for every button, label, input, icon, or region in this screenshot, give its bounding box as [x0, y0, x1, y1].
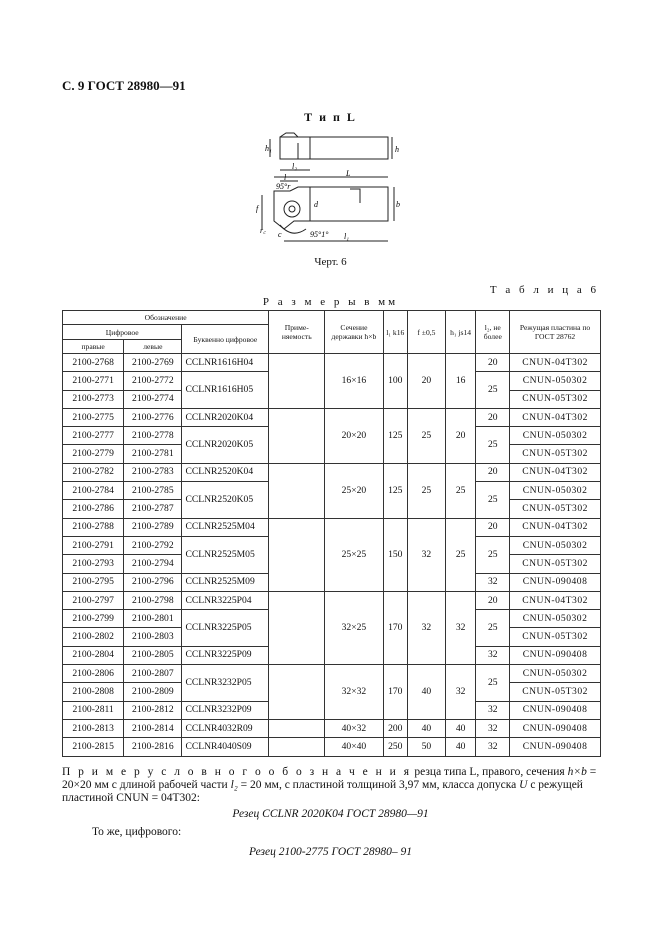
cell-right-code: 2100-2775	[63, 408, 124, 426]
cell-right-code: 2100-2773	[63, 390, 124, 408]
label-h1: h₁	[265, 144, 272, 153]
cell-h1: 40	[445, 719, 476, 737]
label-l1: l₁	[344, 232, 350, 241]
cell-right-code: 2100-2768	[63, 354, 124, 372]
cell-right-code: 2100-2811	[63, 701, 124, 719]
cell-h1: 20	[445, 408, 476, 463]
cell-insert: CNUN-04T302	[510, 591, 601, 609]
cell-right-code: 2100-2784	[63, 482, 124, 500]
example-lead: П р и м е р у с л о в н о г о о б о з н а ч е н и я	[62, 766, 412, 778]
cell-l2: 32	[476, 701, 510, 719]
cell-left-code: 2100-2805	[124, 646, 182, 664]
cell-l2: 25	[476, 372, 510, 409]
cell-left-code: 2100-2774	[124, 390, 182, 408]
cell-insert: CNUN-05T302	[510, 683, 601, 701]
cell-left-code: 2100-2814	[124, 719, 182, 737]
label-l: l	[284, 173, 287, 182]
cell-h1: 16	[445, 354, 476, 409]
cell-section: 16×16	[325, 354, 383, 409]
cell-alpha-code: CCLNR2020K04	[182, 408, 269, 426]
cell-right-code: 2100-2804	[63, 646, 124, 664]
cell-alpha-code: CCLNR3225P04	[182, 591, 269, 609]
cell-l2: 25	[476, 610, 510, 647]
header-insert: Режущая пластина по ГОСТ 28762	[510, 311, 601, 354]
cell-l2: 25	[476, 665, 510, 702]
cell-l2: 25	[476, 427, 510, 464]
cell-l2: 20	[476, 518, 510, 536]
cell-insert: CNUN-05T302	[510, 628, 601, 646]
table-subtitle: Р а з м е р ы в мм	[262, 296, 399, 308]
cell-insert: CNUN-05T302	[510, 390, 601, 408]
cell-right-code: 2100-2771	[63, 372, 124, 390]
table-row	[63, 408, 601, 426]
cell-alpha-code: CCLNR1616H04	[182, 354, 269, 372]
example-text3: = 20 мм, с пластиной толщиной 3,97 мм, класса допуска	[237, 779, 520, 791]
cell-left-code: 2100-2789	[124, 518, 182, 536]
cell-f: 40	[408, 719, 446, 737]
cell-alpha-code: CCLNR3225P05	[182, 610, 269, 647]
tool-drawing	[240, 125, 440, 255]
table-row	[63, 591, 601, 609]
cell-left-code: 2100-2803	[124, 628, 182, 646]
cell-insert: CNUN-090408	[510, 719, 601, 737]
cell-alpha-code: CCLNR2520K04	[182, 463, 269, 481]
cell-right-code: 2100-2791	[63, 536, 124, 554]
cell-alpha-code: CCLNR4032R09	[182, 719, 269, 737]
cell-alpha-code: CCLNR2525M05	[182, 536, 269, 573]
cell-insert: CNUN-04T302	[510, 354, 601, 372]
cell-l2: 32	[476, 646, 510, 664]
cell-alpha-code: CCLNR2525M04	[182, 518, 269, 536]
cell-f: 50	[408, 738, 446, 756]
cell-right-code: 2100-2799	[63, 610, 124, 628]
cell-applicability	[269, 463, 325, 518]
cell-insert: CNUN-05T302	[510, 555, 601, 573]
cell-insert: CNUN-04T302	[510, 408, 601, 426]
cell-f: 32	[408, 591, 446, 664]
cell-insert: CNUN-050302	[510, 482, 601, 500]
dimensions-table	[62, 310, 601, 757]
cell-l2: 20	[476, 463, 510, 481]
cell-alpha-code: CCLNR2525M09	[182, 573, 269, 591]
example-same-label: То же, цифрового:	[92, 826, 182, 838]
cell-left-code: 2100-2776	[124, 408, 182, 426]
figure-caption: Черт. 6	[314, 256, 347, 268]
cell-l1: 200	[383, 719, 408, 737]
example-u: U	[519, 779, 528, 791]
cell-left-code: 2100-2801	[124, 610, 182, 628]
cell-right-code: 2100-2808	[63, 683, 124, 701]
cell-l1: 100	[383, 354, 408, 409]
header-digital: Цифровое	[63, 325, 182, 340]
figure-type-title: Т и п L	[304, 110, 357, 124]
cell-left-code: 2100-2792	[124, 536, 182, 554]
header-right: правые	[63, 340, 124, 354]
cell-h1: 32	[445, 665, 476, 720]
cell-applicability	[269, 408, 325, 463]
cell-insert: CNUN-090408	[510, 701, 601, 719]
cell-section: 25×20	[325, 463, 383, 518]
cell-right-code: 2100-2797	[63, 591, 124, 609]
top-view	[270, 133, 392, 159]
label-h: h	[395, 145, 399, 154]
table-row	[63, 518, 601, 536]
cell-section: 32×25	[325, 591, 383, 664]
label-c: c	[278, 230, 282, 239]
header-alpha: Буквенно цифровое	[182, 325, 269, 354]
cell-insert: CNUN-050302	[510, 536, 601, 554]
table-row	[63, 665, 601, 683]
example-text1: резца типа L, правого, сечения	[411, 766, 568, 778]
example-paragraph	[62, 766, 602, 805]
cell-left-code: 2100-2778	[124, 427, 182, 445]
cell-l2: 25	[476, 536, 510, 573]
cell-alpha-code: CCLNR3232P05	[182, 665, 269, 702]
example-designation-alpha: Резец CCLNR 2020K04 ГОСТ 28980—91	[232, 808, 429, 820]
cell-left-code: 2100-2781	[124, 445, 182, 463]
cell-alpha-code: CCLNR1616H05	[182, 372, 269, 409]
cell-left-code: 2100-2807	[124, 665, 182, 683]
cell-left-code: 2100-2812	[124, 701, 182, 719]
header-h1: h₁ js14	[445, 311, 476, 354]
cell-applicability	[269, 591, 325, 664]
header-l1: l₁ k16	[383, 311, 408, 354]
label-rc: r꜀	[260, 226, 266, 235]
cell-insert: CNUN-04T302	[510, 518, 601, 536]
cell-insert: CNUN-090408	[510, 738, 601, 756]
table-row	[63, 719, 601, 737]
label-f: f	[256, 204, 259, 213]
cell-insert: CNUN-090408	[510, 573, 601, 591]
header-section: Сечение державки h×b	[325, 311, 383, 354]
cell-l1: 125	[383, 463, 408, 518]
cell-left-code: 2100-2798	[124, 591, 182, 609]
cell-f: 25	[408, 408, 446, 463]
cell-applicability	[269, 518, 325, 591]
cell-alpha-code: CCLNR2020K05	[182, 427, 269, 464]
cell-left-code: 2100-2796	[124, 573, 182, 591]
cell-applicability	[269, 738, 325, 756]
cell-h1: 25	[445, 518, 476, 591]
cell-right-code: 2100-2782	[63, 463, 124, 481]
header-left: левые	[124, 340, 182, 354]
cell-alpha-code: CCLNR3225P09	[182, 646, 269, 664]
cell-left-code: 2100-2783	[124, 463, 182, 481]
cell-left-code: 2100-2769	[124, 354, 182, 372]
cell-section: 32×32	[325, 665, 383, 720]
label-phi95: 95°1°	[310, 230, 329, 239]
cell-section: 20×20	[325, 408, 383, 463]
cell-left-code: 2100-2794	[124, 555, 182, 573]
cell-alpha-code: CCLNR3232P09	[182, 701, 269, 719]
label-L: L	[346, 169, 351, 178]
header-designation: Обозначение	[63, 311, 269, 325]
cell-h1: 32	[445, 591, 476, 664]
cell-f: 40	[408, 665, 446, 720]
header-l2: l₂, не более	[476, 311, 510, 354]
cell-f: 20	[408, 354, 446, 409]
cell-h1: 40	[445, 738, 476, 756]
cell-applicability	[269, 354, 325, 409]
cell-left-code: 2100-2772	[124, 372, 182, 390]
cell-applicability	[269, 719, 325, 737]
table-row	[63, 354, 601, 372]
cell-l2: 20	[476, 408, 510, 426]
cell-applicability	[269, 665, 325, 720]
cell-left-code: 2100-2787	[124, 500, 182, 518]
cell-left-code: 2100-2816	[124, 738, 182, 756]
cell-insert: CNUN-050302	[510, 665, 601, 683]
label-b: b	[396, 200, 400, 209]
cell-l1: 150	[383, 518, 408, 591]
cell-l1: 250	[383, 738, 408, 756]
example-text4: с режущей пластиной CNUN = 04T302:	[62, 779, 583, 804]
cell-insert: CNUN-050302	[510, 610, 601, 628]
cell-l2: 25	[476, 482, 510, 519]
cell-left-code: 2100-2785	[124, 482, 182, 500]
cell-right-code: 2100-2777	[63, 427, 124, 445]
cell-l1: 125	[383, 408, 408, 463]
table-body	[63, 354, 601, 757]
cell-f: 25	[408, 463, 446, 518]
cell-insert: CNUN-050302	[510, 372, 601, 390]
label-phi95r: 95°r	[276, 182, 291, 191]
cell-l1: 170	[383, 591, 408, 664]
label-l2: l₂	[292, 162, 298, 171]
example-text2: = 20×20 мм с длиной рабочей части	[62, 766, 597, 791]
cell-right-code: 2100-2806	[63, 665, 124, 683]
cell-right-code: 2100-2795	[63, 573, 124, 591]
cell-right-code: 2100-2779	[63, 445, 124, 463]
cell-l2: 20	[476, 354, 510, 372]
cell-left-code: 2100-2809	[124, 683, 182, 701]
cell-l2: 32	[476, 573, 510, 591]
cell-insert: CNUN-04T302	[510, 463, 601, 481]
cell-l1: 170	[383, 665, 408, 720]
cell-alpha-code: CCLNR4040S09	[182, 738, 269, 756]
header-applicability: Приме- няемость	[269, 311, 325, 354]
cell-right-code: 2100-2802	[63, 628, 124, 646]
cell-right-code: 2100-2793	[63, 555, 124, 573]
cell-l2: 20	[476, 591, 510, 609]
cell-l2: 32	[476, 738, 510, 756]
cell-h1: 25	[445, 463, 476, 518]
cell-l2: 32	[476, 719, 510, 737]
cell-right-code: 2100-2786	[63, 500, 124, 518]
cell-right-code: 2100-2815	[63, 738, 124, 756]
cell-insert: CNUN-090408	[510, 646, 601, 664]
cell-right-code: 2100-2788	[63, 518, 124, 536]
cell-insert: CNUN-05T302	[510, 445, 601, 463]
cell-insert: CNUN-050302	[510, 427, 601, 445]
table-row	[63, 463, 601, 481]
example-designation-digital: Резец 2100-2775 ГОСТ 28980– 91	[249, 846, 412, 858]
cell-section: 25×25	[325, 518, 383, 591]
label-d: d	[314, 200, 318, 209]
table-row	[63, 738, 601, 756]
example-l2: l₂	[230, 779, 238, 791]
cell-alpha-code: CCLNR2520K05	[182, 482, 269, 519]
example-hb: h×b	[567, 766, 587, 778]
cell-f: 32	[408, 518, 446, 591]
cell-right-code: 2100-2813	[63, 719, 124, 737]
cell-insert: CNUN-05T302	[510, 500, 601, 518]
header-f: f ±0,5	[408, 311, 446, 354]
page-header: С. 9 ГОСТ 28980—91	[62, 78, 186, 93]
cell-section: 40×32	[325, 719, 383, 737]
cell-section: 40×40	[325, 738, 383, 756]
table-number: Т а б л и ц а 6	[489, 284, 599, 296]
